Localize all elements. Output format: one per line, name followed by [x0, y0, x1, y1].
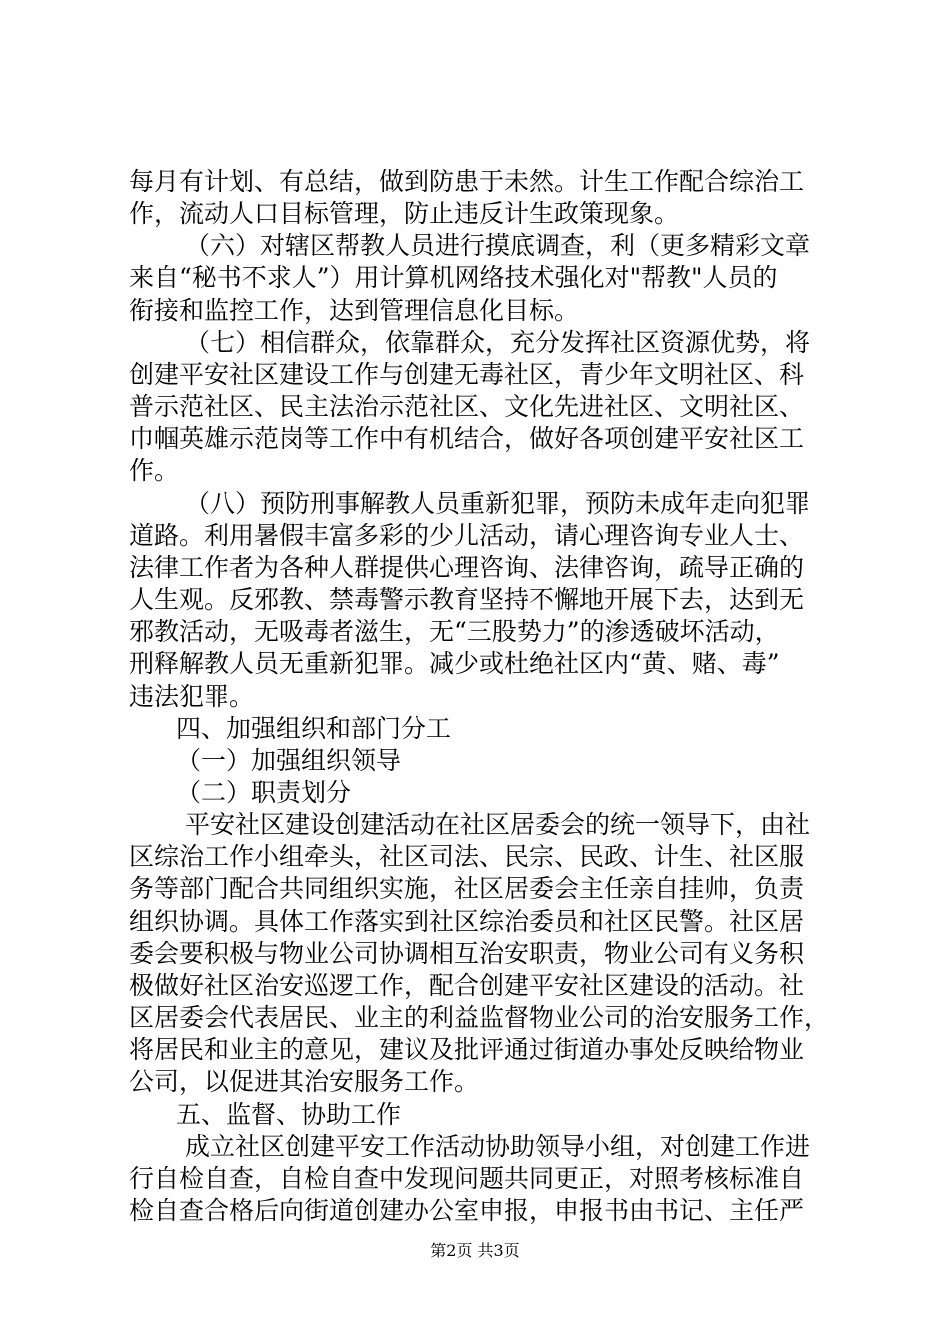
paragraph — [129, 166, 829, 230]
text-line: 作。 — [129, 456, 180, 486]
text-line: （二）职责划分 — [176, 777, 352, 807]
text-line: （六）对辖区帮教人员进行摸底调查，利（更多精彩文章 — [185, 231, 811, 261]
paragraph — [129, 488, 829, 713]
text-line: 作，流动人口目标管理，防止违反计生政策现象。 — [129, 199, 680, 229]
text-line: 普示范社区、民主法治示范社区、文化先进社区、文明社区、 — [129, 392, 805, 422]
paragraph — [129, 713, 829, 745]
text-line: 将居民和业主的意见，建议及批评通过街道办事处反映给物业 — [129, 1035, 805, 1065]
text-line: 法律工作者为各种人群提供心理咨询、法律咨询，疏导正确的 — [129, 552, 805, 582]
text-line: 极做好社区治安巡逻工作，配合创建平安社区建设的活动。社 — [129, 970, 805, 1000]
text-line: 衔接和监控工作，达到管理信息化目标。 — [129, 295, 580, 325]
text-line: 区居委会代表居民、业主的利益监督物业公司的治安服务工作， — [129, 1003, 830, 1033]
text-line: 组织协调。具体工作落实到社区综治委员和社区民警。社区居 — [129, 906, 805, 936]
document-body — [129, 166, 829, 1227]
text-line: 每月有计划、有总结，做到防患于未然。计生工作配合综治工 — [129, 167, 805, 196]
text-line: 平安社区建设创建活动在社区居委会的统一领导下，由社 — [185, 810, 811, 840]
text-line: 行自检自查，自检自查中发现问题共同更正，对照考核标准自 — [129, 1163, 805, 1193]
text-line: 刑释解教人员无重新犯罪。减少或杜绝社区内“黄、赌、毒” — [129, 649, 780, 679]
paragraph — [129, 777, 829, 809]
text-line: 检自查合格后向街道创建办公室申报，申报书由书记、主任严 — [129, 1196, 805, 1225]
text-line: 区综治工作小组牵头，社区司法、民宗、民政、计生、社区服 — [129, 842, 805, 872]
text-line: 务等部门配合共同组织实施，社区居委会主任亲自挂帅，负责 — [129, 874, 805, 904]
page-footer: 第2页 共3页 — [430, 1241, 520, 1260]
text-line: （一）加强组织领导 — [176, 745, 402, 775]
paragraph — [129, 809, 829, 1098]
text-line: 巾帼英雄示范岗等工作中有机结合，做好各项创建平安社区工 — [129, 424, 805, 454]
paragraph — [129, 327, 829, 488]
text-line: 邪教活动，无吸毒者滋生，无“三股势力”的渗透破坏活动， — [129, 617, 780, 647]
text-line: 道路。利用暑假丰富多彩的少儿活动，请心理咨询专业人士、 — [129, 520, 805, 550]
text-line: （八）预防刑事解教人员重新犯罪，预防未成年走向犯罪 — [185, 488, 811, 518]
text-line: 人生观。反邪教、禁毒警示教育坚持不懈地开展下去，达到无 — [129, 585, 805, 615]
text-line: 创建平安社区建设工作与创建无毒社区，青少年文明社区、科 — [129, 359, 805, 389]
text-line: （七）相信群众，依靠群众，充分发挥社区资源优势，将 — [185, 327, 811, 357]
text-line: 四、加强组织和部门分工 — [176, 713, 452, 743]
text-line: 成立社区创建平安工作活动协助领导小组，对创建工作进 — [185, 1131, 811, 1161]
text-line: 五、监督、协助工作 — [176, 1099, 402, 1129]
text-line: 违法犯罪。 — [129, 681, 255, 711]
text-line: 委会要积极与物业公司协调相互治安职责，物业公司有义务积 — [129, 938, 805, 968]
paragraph — [129, 1131, 829, 1227]
paragraph — [129, 230, 829, 326]
paragraph — [129, 745, 829, 777]
text-line: 来自“秘书不求人”）用计算机网络技术强化对"帮教"人员的 — [129, 263, 778, 293]
paragraph — [129, 1099, 829, 1131]
text-line: 公司，以促进其治安服务工作。 — [129, 1067, 480, 1097]
